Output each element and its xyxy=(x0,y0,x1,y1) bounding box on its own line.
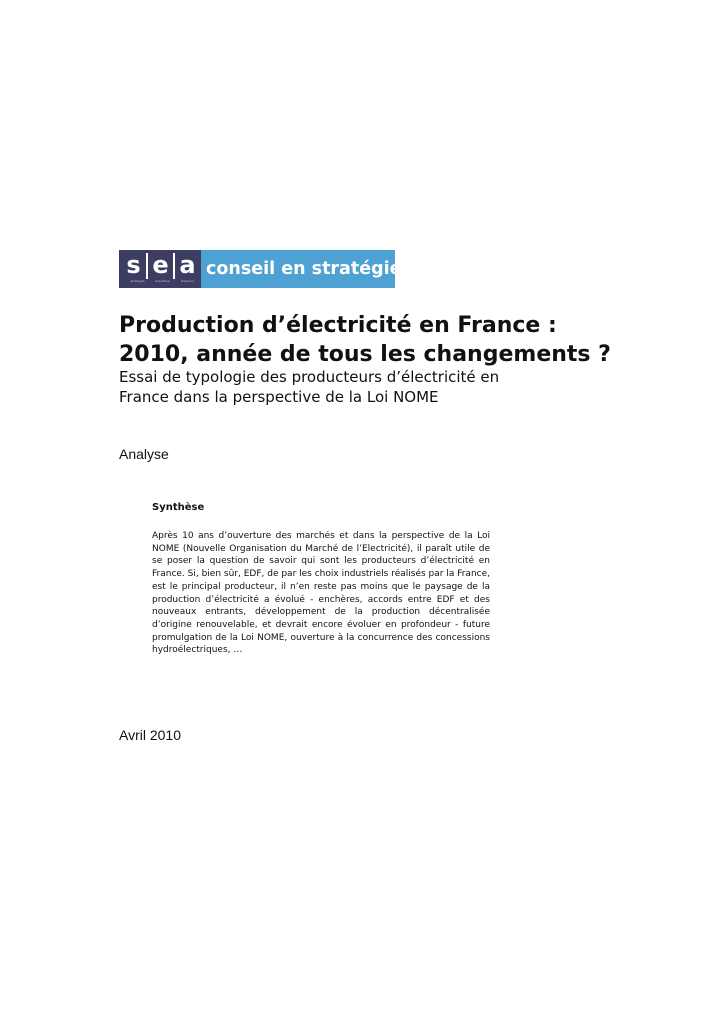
logo-letter-a: a xyxy=(179,251,196,279)
logo-letter-s: s xyxy=(126,251,141,279)
logo-letter-e: e xyxy=(152,251,169,279)
document-title-line: 2010, année de tous les changements ? xyxy=(119,342,611,367)
document-date: Avril 2010 xyxy=(119,727,182,743)
synthese-heading: Synthèse xyxy=(152,502,205,513)
sea-logo xyxy=(119,250,402,288)
document-subtitle-line: France dans la perspective de la Loi NOME xyxy=(119,388,439,406)
document-subtitle xyxy=(119,367,579,407)
logo-subwords xyxy=(125,279,200,283)
sea-logo-letters xyxy=(125,251,196,279)
logo-subword: expertise xyxy=(155,279,170,283)
document-type: Analyse xyxy=(119,446,169,462)
logo-separator xyxy=(146,253,148,279)
document-title-line: Production d’électricité en France : xyxy=(119,313,557,338)
document-subtitle-line: Essai de typologie des producteurs d’électricité en xyxy=(119,368,500,386)
logo-subword: advisory xyxy=(180,279,195,283)
logo-separator xyxy=(173,253,175,279)
logo-subword: strategie xyxy=(130,279,145,283)
logo-tagline: conseil en stratégie xyxy=(201,250,395,288)
synthese-body: Après 10 ans d’ouverture des marchés et dans la perspective de la Loi NOME (Nouvelle Organisation du Marché de l’Electricité), il paraît utile de se poser la question de savoir qui sont les producteurs d’électricité en France. Si, bien sûr, EDF, de par les choix industriels réalisés par la France, est le principal producteur, il n’en reste pas moins que le paysage de la production d’électricité a évolué - enchères, accords entre EDF et des nouveaux entrants, développement de la production décentralisée d’origine renouvelable, et devrait encore évoluer en profondeur - future promulgation de la Loi NOME, ouverture à la concurrence des concessions hydroélectriques, … xyxy=(152,531,490,656)
sea-logo-mark xyxy=(119,250,201,288)
document-title xyxy=(119,311,611,369)
